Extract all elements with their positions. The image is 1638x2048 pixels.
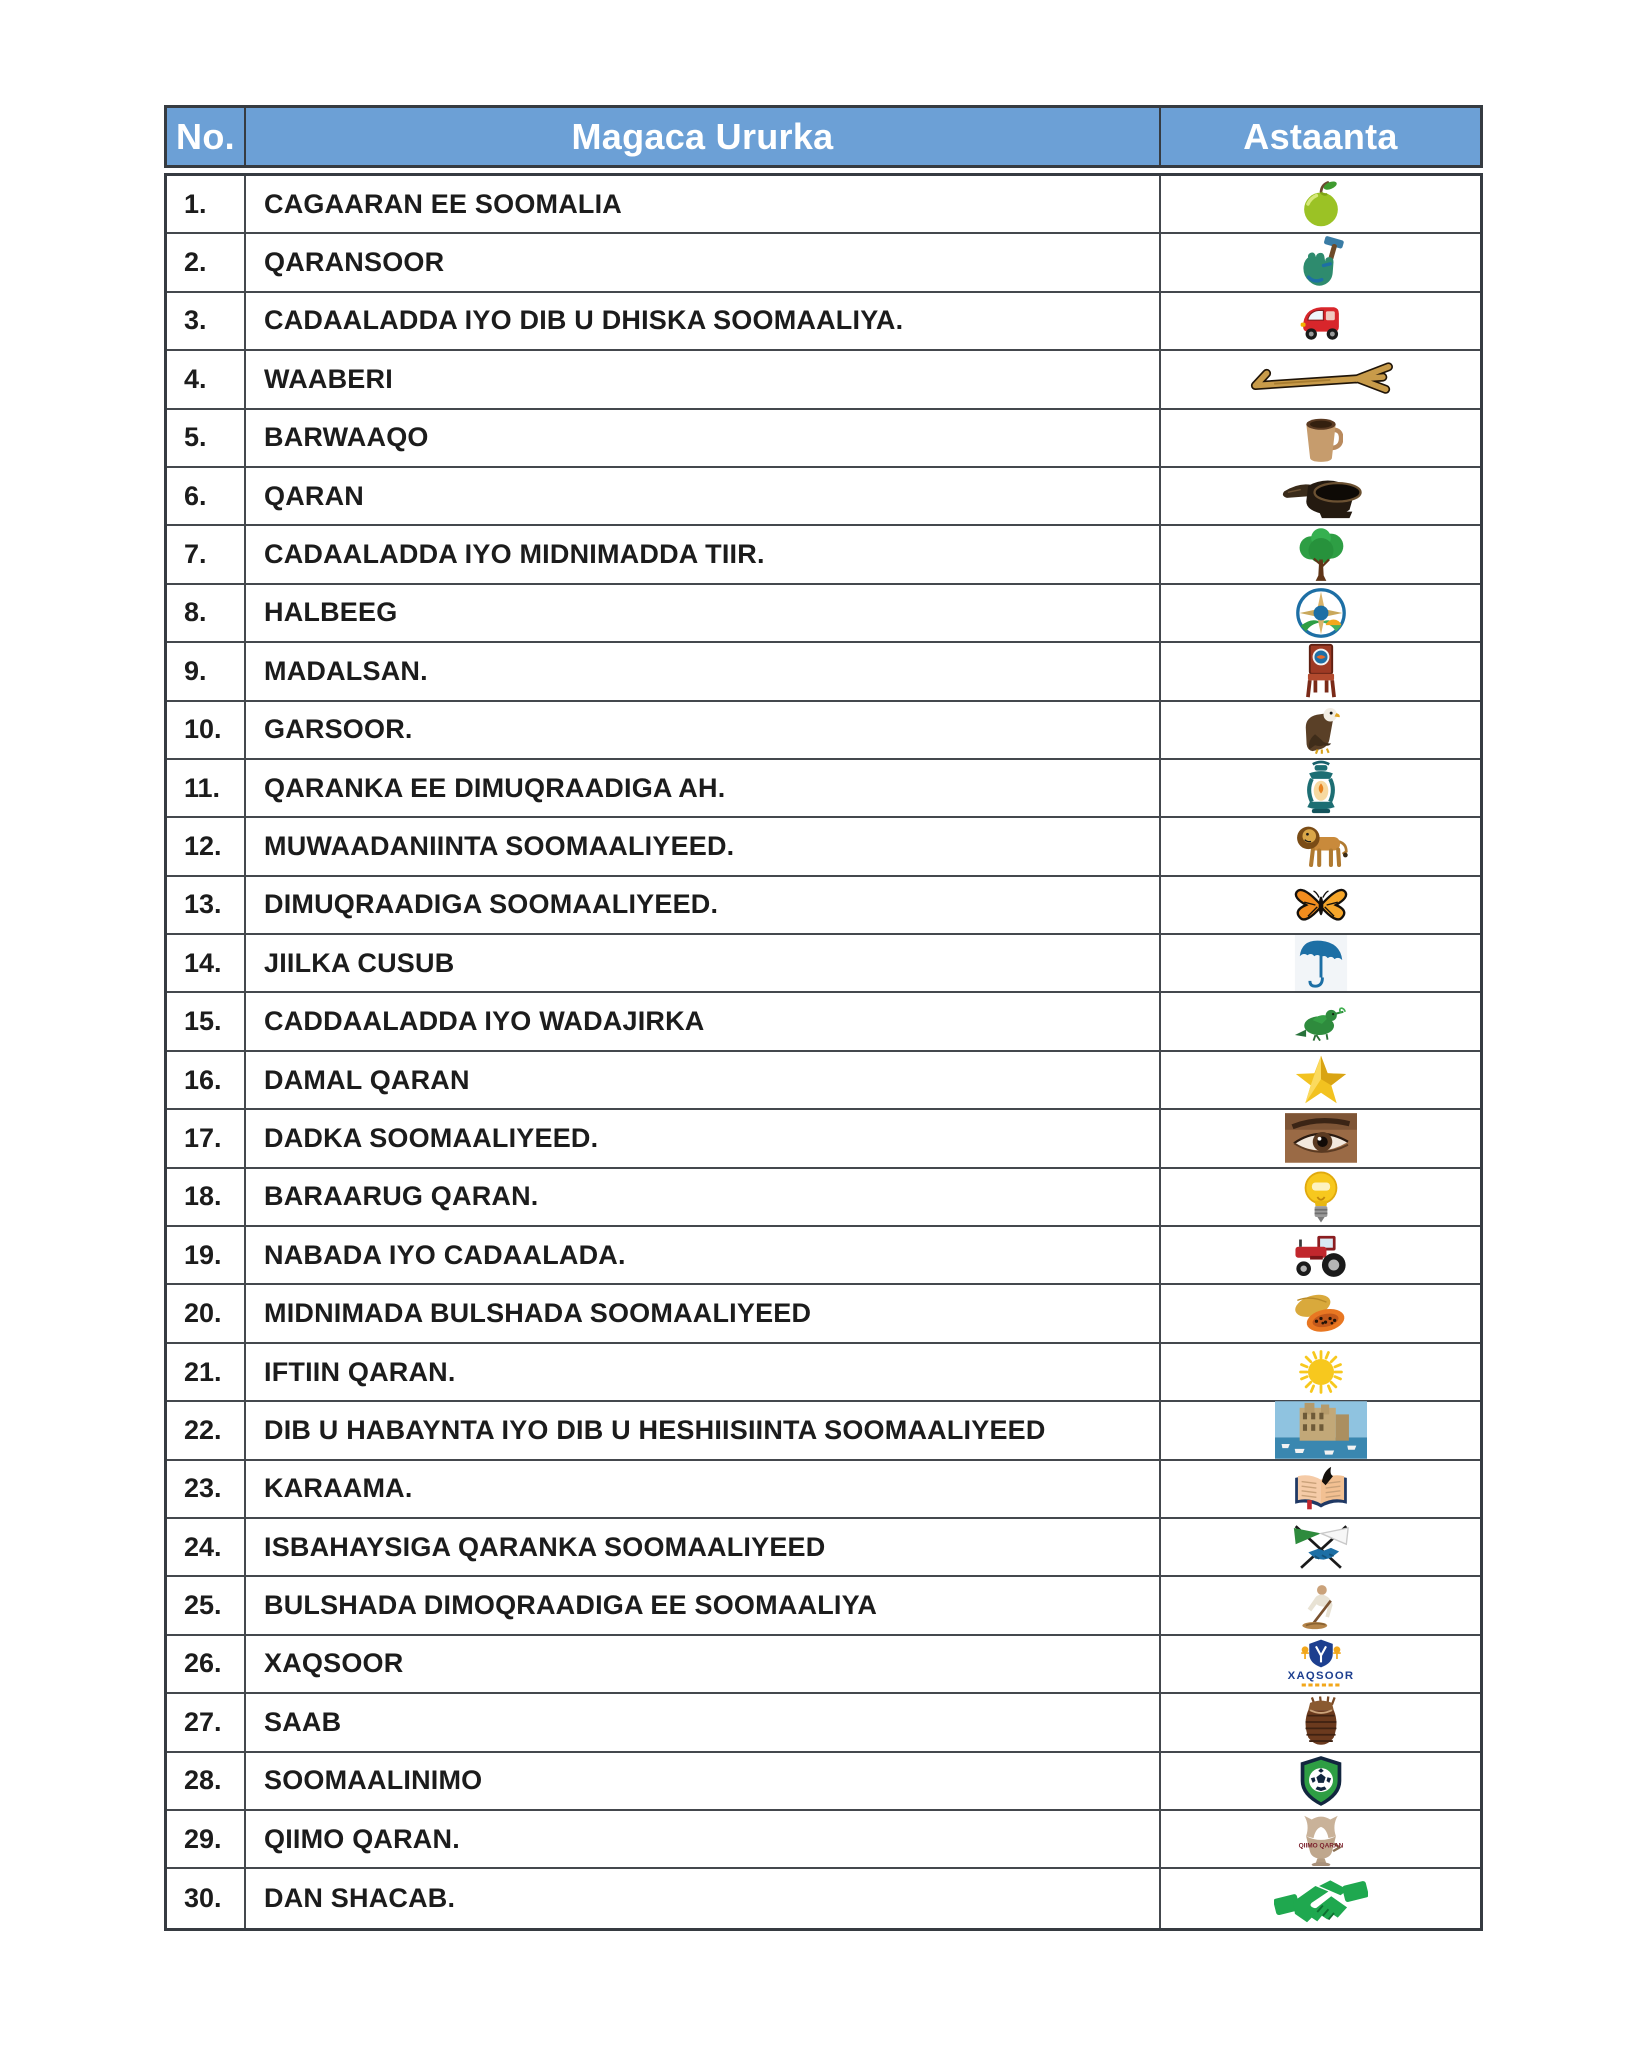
flags-handshake-icon: [1283, 1520, 1359, 1574]
table-row: [167, 1577, 1480, 1635]
row-number: 20.: [184, 1298, 222, 1329]
table-row: [167, 1753, 1480, 1811]
green-apple-icon: [1298, 179, 1344, 229]
compass-emblem-icon: [1295, 587, 1347, 639]
party-name: CADAALADDA IYO MIDNIMADDA TIIR.: [264, 539, 765, 570]
row-number: 28.: [184, 1765, 222, 1796]
table-row: [167, 293, 1480, 351]
party-name: KARAAMA.: [264, 1473, 413, 1504]
castle-photo-icon: [1275, 1401, 1367, 1459]
table-row: [167, 1636, 1480, 1694]
party-name: ISBAHAYSIGA QARANKA SOOMAALIYEED: [264, 1531, 826, 1562]
row-number: 30.: [184, 1883, 222, 1914]
fist-hammer-icon: [1296, 236, 1346, 290]
svg-text:XAQSOOR: XAQSOOR: [1287, 1670, 1354, 1683]
row-number: 15.: [184, 1006, 222, 1037]
party-name: DADKA SOOMAALIYEED.: [264, 1122, 599, 1153]
table-row: [167, 993, 1480, 1051]
party-name: QARANSOOR: [264, 247, 445, 278]
party-name: MADALSAN.: [264, 655, 428, 686]
herding-stick-icon: [1246, 361, 1396, 397]
row-number: 22.: [184, 1414, 222, 1445]
table-row: [167, 1811, 1480, 1869]
row-number: 7.: [184, 539, 207, 570]
row-number: 12.: [184, 830, 222, 861]
row-number: 24.: [184, 1531, 222, 1562]
papaya-icon: [1291, 1291, 1351, 1337]
light-bulb-icon: [1301, 1169, 1341, 1225]
table-row: [167, 1110, 1480, 1168]
row-number: 17.: [184, 1122, 222, 1153]
party-name: SOOMAALINIMO: [264, 1765, 483, 1796]
table-row: [167, 234, 1480, 292]
row-number: 29.: [184, 1823, 222, 1854]
book-quill-icon: [1290, 1465, 1352, 1513]
party-name: WAABERI: [264, 363, 393, 394]
table-row: [167, 643, 1480, 701]
header-name: Magaca Ururka: [246, 108, 1161, 165]
header-no: No.: [167, 108, 246, 165]
table-row: [167, 1052, 1480, 1110]
party-name: CADAALADDA IYO DIB U DHISKA SOOMAALIYA.: [264, 305, 904, 336]
party-name: MIDNIMADA BULSHADA SOOMAALIYEED: [264, 1298, 812, 1329]
table-row: [167, 351, 1480, 409]
party-name: DIB U HABAYNTA IYO DIB U HESHIISIINTA SOOMAALIYEED: [264, 1414, 1046, 1445]
row-number: 16.: [184, 1064, 222, 1095]
party-name: BARWAAQO: [264, 422, 429, 453]
table-row: [167, 1402, 1480, 1460]
party-name: SAAB: [264, 1706, 342, 1737]
table-row: [167, 1285, 1480, 1343]
party-name: BULSHADA DIMOQRAADIGA EE SOOMAALIYA: [264, 1590, 878, 1621]
header-symbol: Astaanta: [1243, 115, 1398, 157]
tuk-tuk-icon: [1295, 299, 1347, 343]
soccer-shield-icon: [1297, 1754, 1345, 1808]
table-row: [167, 760, 1480, 818]
table-row: [167, 818, 1480, 876]
party-name: DAMAL QARAN: [264, 1064, 470, 1095]
party-name: DIMUQRAADIGA SOOMAALIYEED.: [264, 889, 719, 920]
xaqsoor-logo-icon: [1279, 1637, 1363, 1691]
party-table: [164, 105, 1483, 1931]
table-row: [167, 585, 1480, 643]
umbrella-icon: [1294, 935, 1348, 991]
table-header: [164, 105, 1483, 168]
row-number: 1.: [184, 188, 207, 219]
party-name: MUWAADANIINTA SOOMAALIYEED.: [264, 830, 735, 861]
row-number: 8.: [184, 597, 207, 628]
mug-icon: [1299, 413, 1343, 463]
lion-icon: [1293, 823, 1349, 869]
table-row: [167, 1694, 1480, 1752]
row-number: 26.: [184, 1648, 222, 1679]
svg-text:QIIMO QARAN: QIIMO QARAN: [1298, 1842, 1343, 1850]
handshake-icon: [1274, 1872, 1368, 1926]
table-row: [167, 468, 1480, 526]
row-number: 21.: [184, 1356, 222, 1387]
table-row: [167, 526, 1480, 584]
row-number: 27.: [184, 1706, 222, 1737]
party-name: NABADA IYO CADAALADA.: [264, 1239, 626, 1270]
butterfly-icon: [1293, 882, 1349, 928]
row-number: 3.: [184, 305, 207, 336]
party-name: JIILKA CUSUB: [264, 947, 455, 978]
party-name: QIIMO QARAN.: [264, 1823, 460, 1854]
party-name: CAGAARAN EE SOOMALIA: [264, 188, 623, 219]
row-number: 19.: [184, 1239, 222, 1270]
table-row: [167, 1227, 1480, 1285]
qiimo-cup-icon: [1293, 1812, 1349, 1866]
table-row: [167, 1344, 1480, 1402]
wooden-vessel-icon: [1275, 473, 1367, 519]
table-row: [167, 176, 1480, 234]
party-name: IFTIIN QARAN.: [264, 1356, 456, 1387]
sun-icon: [1294, 1346, 1348, 1398]
party-name: CADDAALADDA IYO WADAJIRKA: [264, 1006, 705, 1037]
row-number: 2.: [184, 247, 207, 278]
party-name: QARAN: [264, 480, 364, 511]
party-name: HALBEEG: [264, 597, 398, 628]
table-row: [167, 1869, 1480, 1927]
farmer-icon: [1297, 1580, 1345, 1632]
table-row: [167, 1519, 1480, 1577]
table-row: [167, 410, 1480, 468]
row-number: 23.: [184, 1473, 222, 1504]
row-number: 11.: [184, 772, 221, 803]
woven-basket-icon: [1301, 1695, 1341, 1749]
row-number: 14.: [184, 947, 222, 978]
row-number: 13.: [184, 889, 222, 920]
row-number: 4.: [184, 363, 207, 394]
table-row: [167, 1461, 1480, 1519]
chair-icon: [1302, 643, 1340, 699]
dove-icon: [1294, 1001, 1348, 1043]
row-number: 25.: [184, 1590, 222, 1621]
eye-photo-icon: [1285, 1111, 1357, 1165]
eagle-icon: [1299, 704, 1343, 756]
row-number: 18.: [184, 1181, 222, 1212]
table-row: [167, 935, 1480, 993]
party-name: XAQSOOR: [264, 1648, 404, 1679]
table-row: [167, 877, 1480, 935]
row-number: 10.: [184, 714, 222, 745]
lantern-icon: [1300, 760, 1342, 816]
party-name: QARANKA EE DIMUQRAADIGA AH.: [264, 772, 726, 803]
table-body: [164, 173, 1483, 1931]
gold-star-icon: [1293, 1054, 1349, 1106]
row-number: 6.: [184, 480, 207, 511]
party-name: BARAARUG QARAN.: [264, 1181, 539, 1212]
tree-icon: [1296, 527, 1346, 583]
row-number: 9.: [184, 655, 207, 686]
row-number: 5.: [184, 422, 207, 453]
table-row: [167, 702, 1480, 760]
party-name: DAN SHACAB.: [264, 1883, 456, 1914]
party-name: GARSOOR.: [264, 714, 413, 745]
tractor-icon: [1290, 1232, 1352, 1278]
table-row: [167, 1169, 1480, 1227]
